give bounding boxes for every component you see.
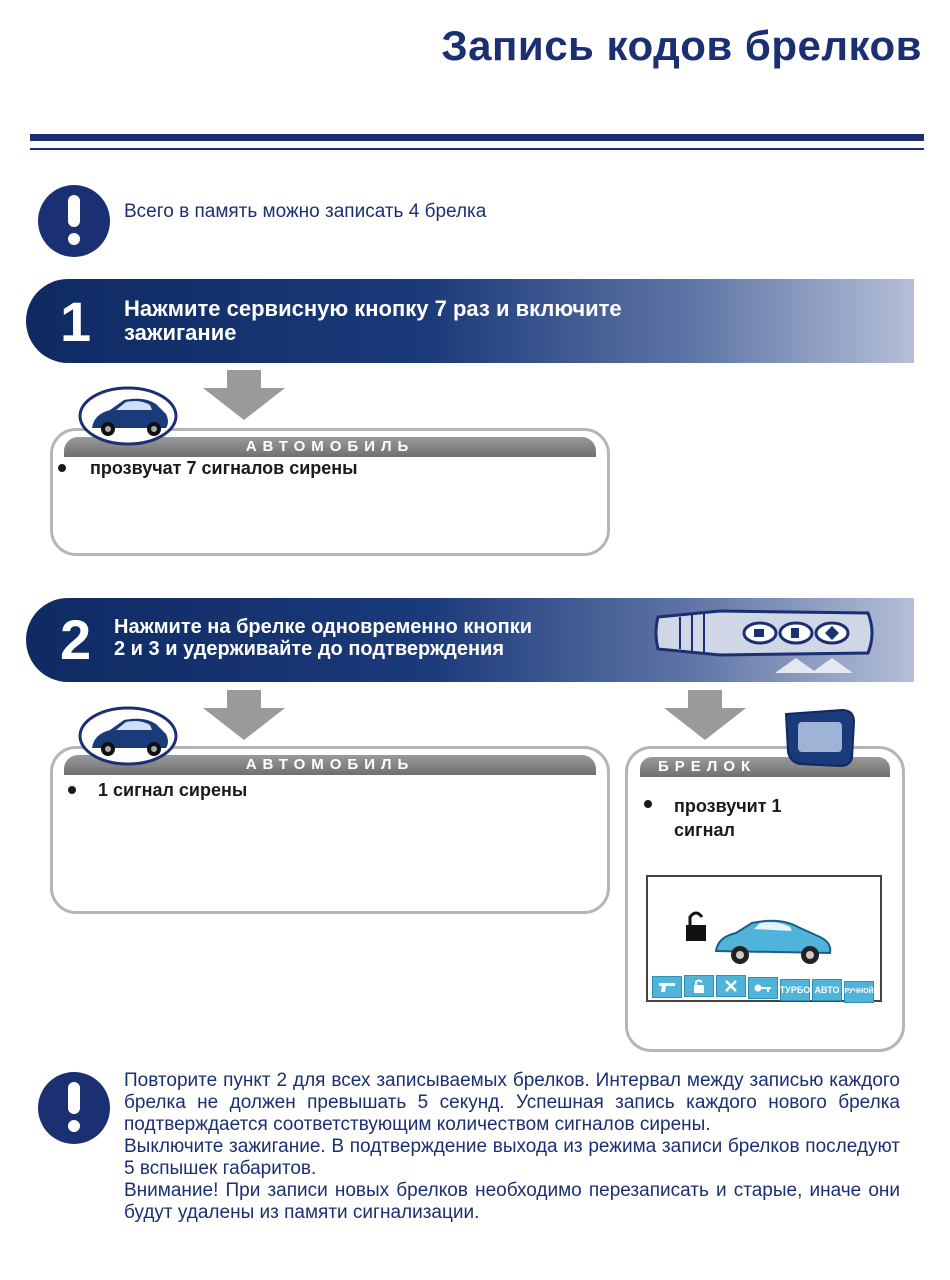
pistol-icon — [652, 976, 682, 998]
car-panel-1-label: АВТОМОБИЛЬ — [64, 437, 596, 457]
header-divider — [30, 134, 924, 141]
crossed-icon — [716, 975, 746, 997]
car-icon — [78, 386, 178, 446]
bullet-dot — [644, 800, 652, 808]
car-panel-2-label: АВТОМОБИЛЬ — [64, 755, 596, 775]
arrow-down-icon — [203, 370, 285, 420]
warning-icon — [38, 1072, 110, 1144]
page-title: Запись кодов брелков — [441, 22, 922, 69]
final-note-paragraph-3: Внимание! При записи новых брелков необходимо перезаписать и старые, иначе они будут удалены из памяти сигнализации. — [124, 1180, 900, 1223]
car-panel-1-bullet: прозвучат 7 сигналов сирены — [90, 458, 358, 478]
lcd-icon-row — [652, 975, 876, 1003]
step-2-line2: 2 и 3 и удерживайте до подтверждения — [114, 638, 504, 660]
final-note-paragraph-2: Выключите зажигание. В подтверждение выхода из режима записи брелков последуют 5 вспышек габаритов. — [124, 1136, 900, 1179]
lcd-label-manual: РУЧНОЙ — [844, 981, 874, 1003]
final-note-paragraph-1: Повторите пункт 2 для всех записываемых брелков. Интервал между записью каждого брелка не должен превышать 5 секунд. Успешная запись каждого нового брелка подтверждается соответствующим количеством сигналов сирены. — [124, 1070, 900, 1135]
bullet-dot — [58, 464, 66, 472]
final-note — [124, 1070, 900, 1224]
fob-lcd-screen — [646, 875, 882, 1002]
lock-icon — [684, 975, 714, 997]
fob-bullet-line2: сигнал — [674, 820, 735, 840]
fob-panel-label: БРЕЛОК — [640, 757, 890, 777]
car-icon — [78, 706, 178, 766]
warning-icon — [38, 185, 110, 257]
bullet-dot — [68, 786, 76, 794]
step-2-line1: Нажмите на брелке одновременно кнопки — [114, 616, 533, 638]
key-fob-icon — [650, 603, 880, 675]
header-divider-thin — [30, 148, 924, 150]
lcd-label-auto: АВТО — [812, 979, 842, 1001]
arrow-down-icon — [664, 690, 746, 740]
step-1-line1: Нажмите сервисную кнопку 7 раз и включите — [124, 296, 622, 321]
lcd-label-turbo: ТУРБО — [780, 979, 810, 1001]
step-2-number: 2 — [60, 608, 92, 671]
step-1-text — [124, 297, 622, 345]
fob-panel-bullet — [674, 794, 782, 842]
arrow-down-icon — [203, 690, 285, 740]
step-1-line2: зажигание — [124, 320, 237, 345]
key-icon — [748, 977, 778, 999]
step-2-text — [114, 616, 532, 660]
fob-bullet-line1: прозвучит 1 — [674, 796, 782, 816]
car-panel-2-bullet: 1 сигнал сирены — [98, 780, 248, 800]
step-1-number: 1 — [60, 290, 92, 353]
memory-note: Всего в память можно записать 4 брелка — [124, 201, 487, 222]
fob-remote-icon — [780, 706, 860, 770]
lcd-car-illustration — [686, 907, 836, 969]
